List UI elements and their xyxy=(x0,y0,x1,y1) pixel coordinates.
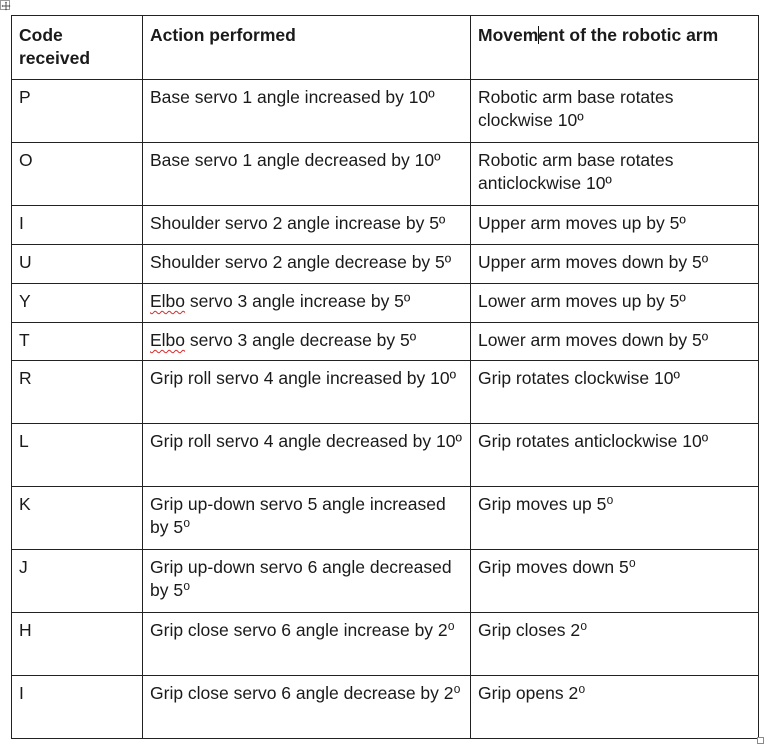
spelling-error-word[interactable]: Elbo xyxy=(150,291,186,311)
spelling-error-word[interactable]: Elbo xyxy=(150,330,186,350)
robotic-arm-code-table xyxy=(11,15,759,739)
movement-cell[interactable]: Grip closes 2⁰ xyxy=(471,613,759,676)
code-cell[interactable]: U xyxy=(12,245,143,284)
movement-cell[interactable]: Lower arm moves down by 5º xyxy=(471,323,759,361)
code-cell[interactable]: T xyxy=(12,323,143,361)
move-arrows-icon xyxy=(1,1,11,11)
table-row xyxy=(12,676,759,739)
table-row xyxy=(12,424,759,487)
action-cell[interactable]: Shoulder servo 2 angle increase by 5º xyxy=(143,206,471,245)
action-cell[interactable]: Grip roll servo 4 angle decreased by 10º xyxy=(143,424,471,487)
movement-cell[interactable]: Lower arm moves up by 5º xyxy=(471,284,759,323)
movement-cell[interactable]: Grip rotates clockwise 10º xyxy=(471,361,759,424)
table-row xyxy=(12,613,759,676)
table-row xyxy=(12,80,759,143)
code-cell[interactable]: I xyxy=(12,206,143,245)
code-cell[interactable]: J xyxy=(12,550,143,613)
action-cell[interactable]: Grip up-down servo 5 angle increased by 5⁰ xyxy=(143,487,471,550)
movement-cell[interactable]: Grip moves up 5⁰ xyxy=(471,487,759,550)
action-cell[interactable]: Grip up-down servo 6 angle decreased by 5⁰ xyxy=(143,550,471,613)
code-cell[interactable]: H xyxy=(12,613,143,676)
table-row xyxy=(12,550,759,613)
code-cell[interactable]: O xyxy=(12,143,143,206)
movement-cell[interactable]: Robotic arm base rotates anticlockwise 10º xyxy=(471,143,759,206)
table-header-row xyxy=(12,16,759,80)
movement-cell[interactable]: Grip moves down 5⁰ xyxy=(471,550,759,613)
action-cell[interactable]: Grip close servo 6 angle decrease by 2⁰ xyxy=(143,676,471,739)
code-cell[interactable]: I xyxy=(12,676,143,739)
movement-cell[interactable]: Grip opens 2⁰ xyxy=(471,676,759,739)
action-cell[interactable]: Elbo servo 3 angle decrease by 5º xyxy=(143,323,471,361)
table-row xyxy=(12,245,759,284)
header-code-received[interactable]: Code received xyxy=(12,16,143,80)
table-row xyxy=(12,361,759,424)
code-cell[interactable]: P xyxy=(12,80,143,143)
code-cell[interactable]: Y xyxy=(12,284,143,323)
movement-cell[interactable]: Upper arm moves up by 5º xyxy=(471,206,759,245)
table-move-handle[interactable] xyxy=(0,0,10,10)
table-row xyxy=(12,206,759,245)
action-cell[interactable]: Elbo servo 3 angle increase by 5º xyxy=(143,284,471,323)
action-cell[interactable]: Grip roll servo 4 angle increased by 10º xyxy=(143,361,471,424)
movement-cell[interactable]: Robotic arm base rotates clockwise 10º xyxy=(471,80,759,143)
code-cell[interactable]: R xyxy=(12,361,143,424)
code-cell[interactable]: L xyxy=(12,424,143,487)
code-cell[interactable]: K xyxy=(12,487,143,550)
header-action-performed[interactable]: Action performed xyxy=(143,16,471,80)
table-row xyxy=(12,143,759,206)
header-movement[interactable]: Movement of the robotic arm xyxy=(471,16,759,80)
action-cell[interactable]: Base servo 1 angle increased by 10º xyxy=(143,80,471,143)
movement-cell[interactable]: Upper arm moves down by 5º xyxy=(471,245,759,284)
action-cell[interactable]: Shoulder servo 2 angle decrease by 5º xyxy=(143,245,471,284)
table-resize-handle[interactable] xyxy=(757,737,764,744)
action-cell[interactable]: Grip close servo 6 angle increase by 2⁰ xyxy=(143,613,471,676)
table-row xyxy=(12,487,759,550)
table-row xyxy=(12,323,759,361)
table-row xyxy=(12,284,759,323)
movement-cell[interactable]: Grip rotates anticlockwise 10º xyxy=(471,424,759,487)
action-cell[interactable]: Base servo 1 angle decreased by 10º xyxy=(143,143,471,206)
